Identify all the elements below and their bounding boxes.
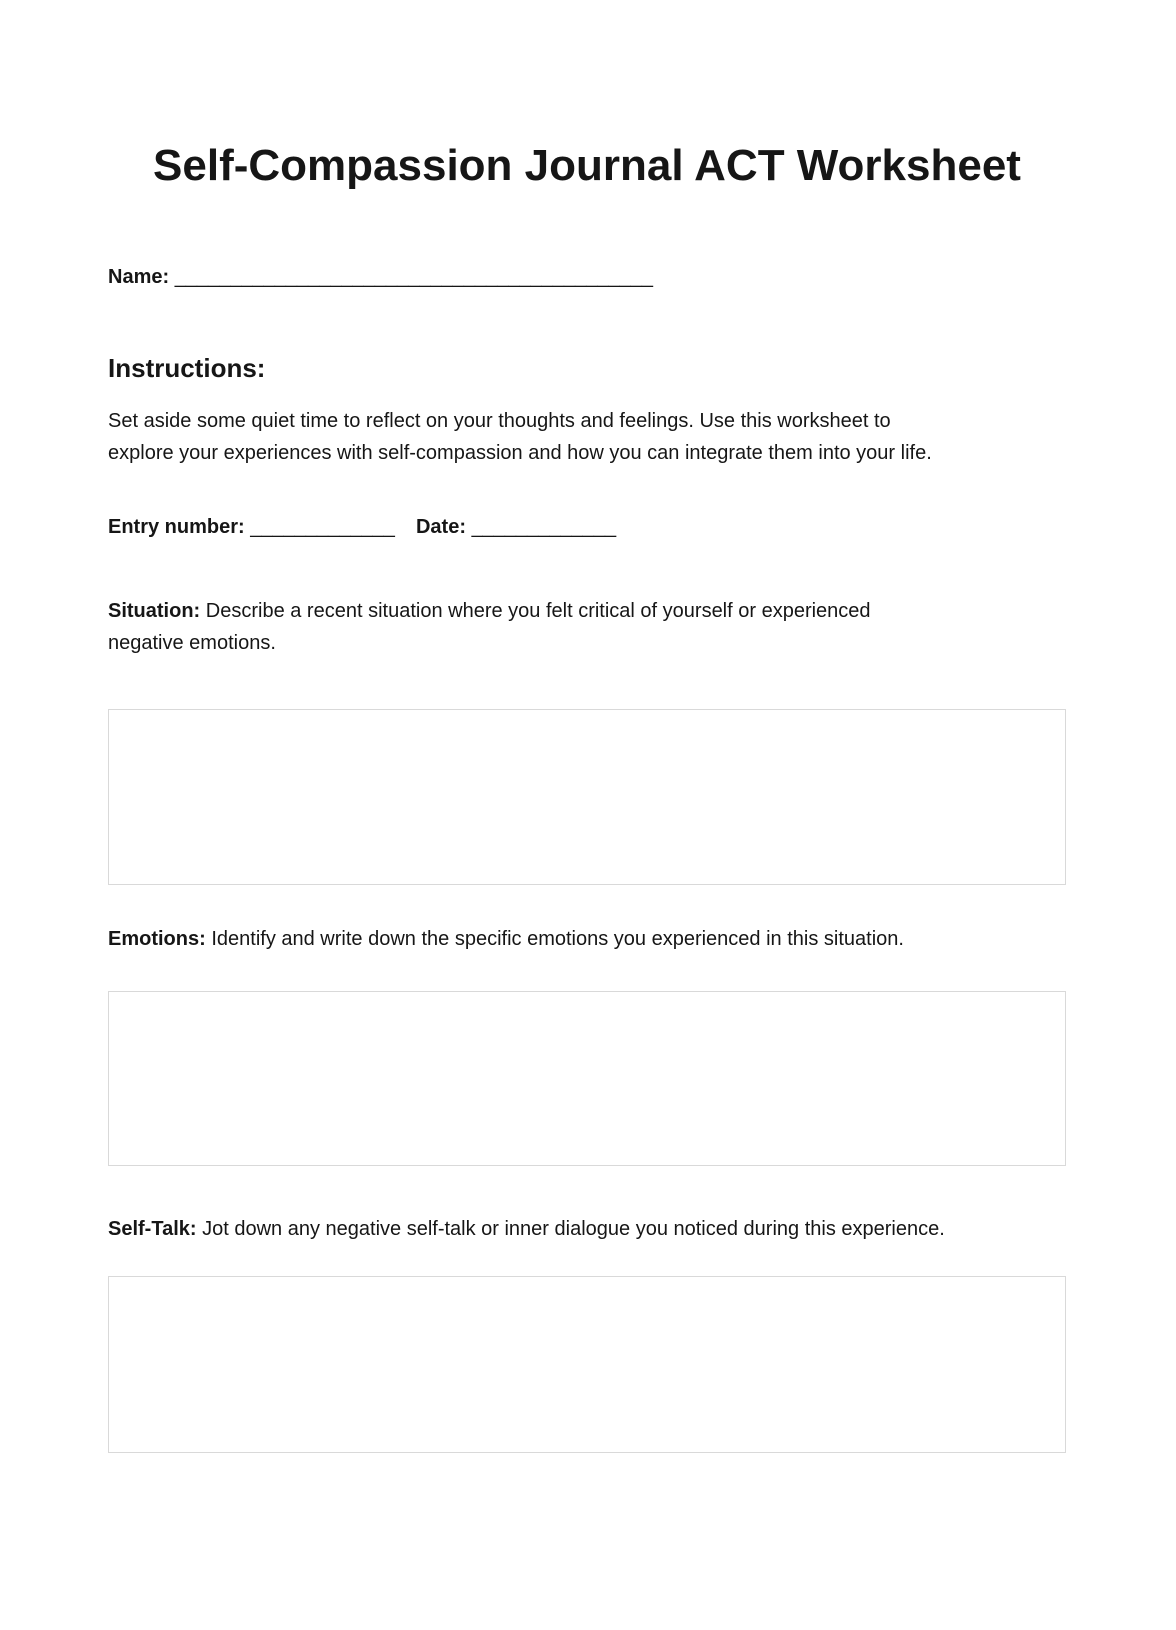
emotions-prompt xyxy=(108,923,1066,955)
situation-prompt-text-line-2: negative emotions. xyxy=(108,631,276,654)
page-title: Self-Compassion Journal ACT Worksheet xyxy=(153,141,1021,190)
name-label: Name: xyxy=(108,265,170,288)
situation-prompt-text-line-1: Describe a recent situation where you felt critical of yourself or experienced xyxy=(205,599,871,622)
self-talk-prompt-text: Jot down any negative self-talk or inner dialogue you noticed during this experience. xyxy=(202,1217,945,1240)
self-talk-prompt xyxy=(108,1213,1066,1245)
self-talk-answer-box[interactable] xyxy=(108,1276,1066,1453)
name-blank-field[interactable]: ___________________________________________ xyxy=(174,265,653,288)
instructions-text-line-2: explore your experiences with self-compassion and how you can integrate them into your life. xyxy=(108,441,932,464)
emotions-answer-box[interactable] xyxy=(108,991,1066,1166)
entry-number-label: Entry number: xyxy=(108,515,245,538)
situation-answer-box[interactable] xyxy=(108,709,1066,885)
entry-date-row xyxy=(108,513,1066,541)
date-label: Date: xyxy=(415,515,466,538)
entry-number-blank-field[interactable]: _____________ xyxy=(250,515,395,538)
self-talk-label: Self-Talk: xyxy=(108,1217,197,1240)
name-row xyxy=(108,263,1066,291)
instructions-text-line-1: Set aside some quiet time to reflect on your thoughts and feelings. Use this worksheet to xyxy=(108,409,891,432)
date-blank-field[interactable]: _____________ xyxy=(471,515,617,538)
instructions-heading: Instructions: xyxy=(108,352,266,383)
situation-prompt xyxy=(108,595,1066,659)
instructions-paragraph xyxy=(108,405,1066,469)
emotions-label: Emotions: xyxy=(108,927,206,950)
situation-label: Situation: xyxy=(108,599,201,622)
emotions-prompt-text: Identify and write down the specific emotions you experienced in this situation. xyxy=(211,927,904,950)
